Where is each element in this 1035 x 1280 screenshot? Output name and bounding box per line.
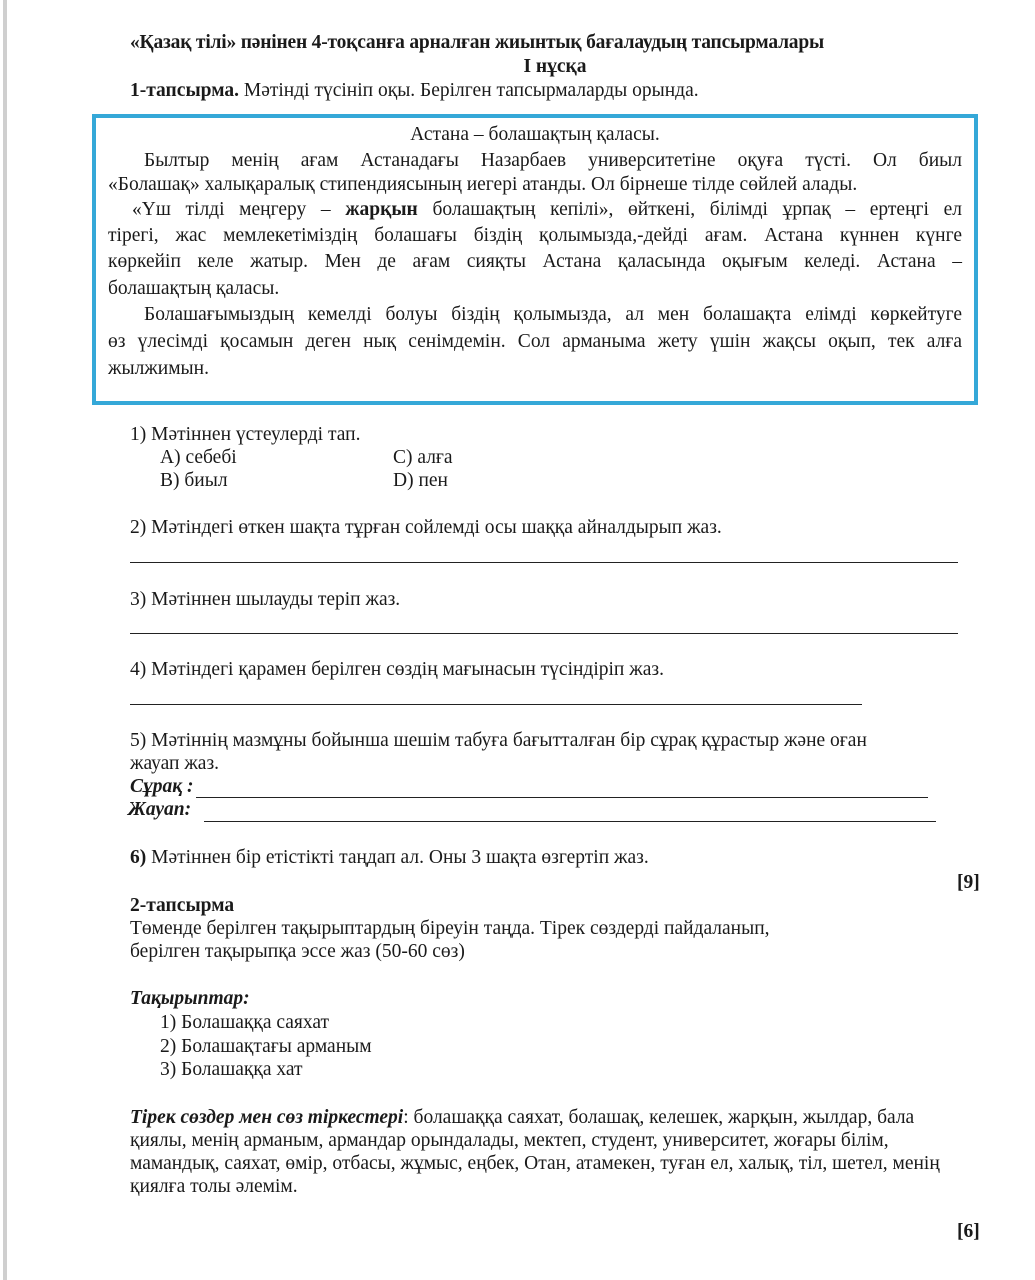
keywords-line: мамандық, саяхат, өмір, отбасы, жұмыс, еңбек, Отан, атамекен, туған ел, халық, тіл, шетел, менің [130,1153,940,1174]
keywords-line: қиялы, менің арманым, армандар орындалады, мектеп, студент, университет, жоғары білім, [130,1130,889,1151]
text-line: көркейіп келе жатыр. Мен де ағам сияқты Астана қаласында оқығым келеді. Астана – [108,251,962,272]
option-b: B) биыл [160,470,228,491]
task1-label: 1-тапсырма. [130,80,239,101]
page-edge [3,0,7,1280]
variant-label: І нұсқа [523,56,587,77]
answer-answer-line[interactable] [204,821,936,822]
answer-label: Жауап: [128,799,192,820]
task2-instruction-cont: берілген тақырыпқа эссе жаз (50-60 сөз) [130,941,465,962]
topics-label: Тақырыптар: [130,988,250,1009]
text-line: Былтыр менің ағам Астанадағы Назарбаев университетіне оқуға түсті. Ол биыл [144,150,962,171]
task2-label: 2-тапсырма [130,895,235,916]
keywords-line: Тірек сөздер мен сөз тіркестері: болашаққа саяхат, болашақ, келешек, жарқын, жылдар, бала [130,1107,915,1128]
question-2: 2) Мәтіндегі өткен шақта тұрған сойлемді осы шаққа айналдырып жаз. [130,517,722,538]
text-heading: Астана – болашақтың қаласы. [410,124,660,145]
text-line: өз үлесімді қосамын деген нық сенімдемін. Сол арманыма жету үшін жақсы оқып, тек алға [108,331,962,352]
question-6: 6) Мәтіннен бір етістікті таңдап ал. Оны 3 шақта өзгертіп жаз. [130,847,649,868]
question-4: 4) Мәтіндегі қарамен берілген сөздің мағынасын түсіндіріп жаз. [130,659,664,680]
question-label: Сұрақ : [130,776,194,797]
question-answer-line[interactable] [196,797,928,798]
document-title: «Қазақ тілі» пәнінен 4-тоқсанға арналған жиынтық бағалаудың тапсырмалары [130,32,825,53]
text-line: болашақтың қаласы. [108,278,280,299]
text-line: жылжимын. [108,358,209,379]
reading-text-box [92,114,978,405]
task2-score: [6] [957,1221,980,1242]
option-d: D) пен [393,470,448,491]
text-line: «Болашақ» халықаралық стипендиясының иегері атанды. Ол бірнеше тілде сөйлей алады. [108,174,858,195]
text-line: Болашағымыздың кемелді болуы біздің қолымызда, ал мен болашақта елімді көркейтуге [144,304,962,325]
topic-item: 2) Болашақтағы арманым [160,1036,372,1057]
text-line: тірегі, жас мемлекетіміздің болашағы біздің қолымызда,-дейді ағам. Астана күннен күнге [108,225,962,246]
question-5: 5) Мәтіннің мазмұны бойынша шешім табуға бағытталған бір сұрақ құрастыр және оған [130,730,867,751]
answer-line-q2[interactable] [130,562,958,563]
text-line: «Үш тілді меңгеру – жарқын болашақтың кепілі», өйткені, білімді ұрпақ – ертеңгі ел [132,199,962,220]
topic-item: 3) Болашаққа хат [160,1059,303,1080]
task1-score: [9] [957,872,980,893]
bold-word: жарқын [345,199,418,220]
option-c: C) алға [393,447,453,468]
answer-line-q4[interactable] [130,704,862,705]
keywords-label: Тірек сөздер мен сөз тіркестері [130,1107,404,1128]
task1-heading [130,80,699,102]
task2-instruction: Төменде берілген тақырыптардың біреуін таңда. Тірек сөздерді пайдаланып, [130,918,770,939]
option-a: A) себебі [160,447,237,468]
question-3: 3) Мәтіннен шылауды теріп жаз. [130,589,401,610]
question-5-cont: жауап жаз. [130,753,220,774]
topic-item: 1) Болашаққа саяхат [160,1012,330,1033]
question-1: 1) Мәтіннен үстеулерді тап. [130,424,361,445]
task1-instruction: Мәтінді түсініп оқы. Берілген тапсырмаларды орында. [243,80,699,101]
answer-line-q3[interactable] [130,633,958,634]
keywords-line: қиялға толы әлемім. [130,1176,298,1197]
